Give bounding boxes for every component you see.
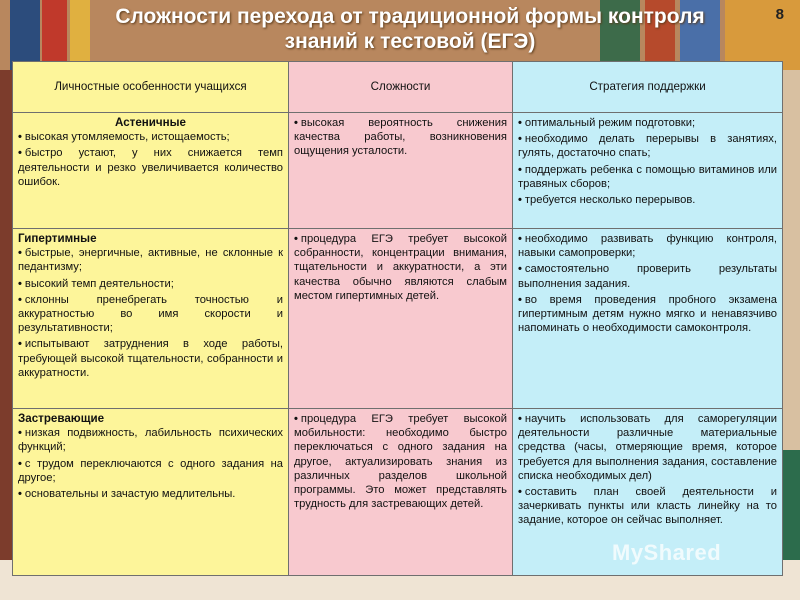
list-item: • процедура ЕГЭ требует высокой собранности, концентрации внимания, тщательности и аккуратности, а эти качества обычно являются слабым местом гипертимных детей. xyxy=(294,233,507,302)
list-item: • высокая утомляемость, истощаемость; xyxy=(18,131,230,144)
list-item: • самостоятельно проверить результаты выполнения задания. xyxy=(518,263,777,290)
difficulties-cell xyxy=(289,229,513,409)
list-item: • испытывают затруднения в ходе работы, требующей высокой тщательности, собранности и аккуратности. xyxy=(18,338,283,379)
list-item: • поддержать ребенка с помощью витаминов или травяных сборов; xyxy=(518,163,777,190)
page-number: 8 xyxy=(775,6,784,23)
list-item: • быстрые, энергичные, активные, не склонные к педантизму; xyxy=(18,247,283,274)
header-strategy: Стратегия поддержки xyxy=(513,62,783,113)
list-item: • оптимальный режим подготовки; xyxy=(518,117,696,129)
comparison-table xyxy=(12,61,783,576)
list-item: • научить использовать для саморегуляции деятельности различные материальные средства (часы, отмеряющие время, которое требуется для выполнения задания, составление списка необходимых дел) xyxy=(518,413,777,482)
list-item: • необходимо развивать функцию контроля, навыки самопроверки; xyxy=(518,233,777,260)
list-item: • с трудом переключаются с одного задания на другое; xyxy=(18,457,283,484)
list-item: • необходимо делать перерывы в занятиях, гулять, достаточно спать; xyxy=(518,133,777,160)
strategy-cell xyxy=(513,229,783,409)
list-item: • процедура ЕГЭ требует высокой мобильности: необходимо быстро переключаться с одного задания на другое, актуализировать знания из различных разделов школьной программы. Это может представлять трудность для застревающих детей. xyxy=(294,413,507,511)
list-item: • во время проведения пробного экзамена гипертимным детям нужно мягко и ненавязчиво напоминать о необходимости самоконтроля. xyxy=(518,293,777,335)
header-difficulties: Сложности xyxy=(289,62,513,113)
list-item: • высокий темп деятельности; xyxy=(18,277,174,290)
features-cell xyxy=(13,409,289,576)
difficulties-cell xyxy=(289,113,513,229)
group-label: Гипертимные xyxy=(18,232,97,245)
strategy-cell xyxy=(513,113,783,229)
header-features: Личностные особенности учащихся xyxy=(13,62,289,113)
list-item: • быстро устают, у них снижается темп деятельности и резко увеличивается количество ошибок. xyxy=(18,147,283,188)
list-item: • составить план своей деятельности и зачеркивать пункты или класть линейку на то задание, которое он сейчас выполняет. xyxy=(518,486,777,527)
difficulties-cell xyxy=(289,409,513,576)
group-label: Застревающие xyxy=(18,412,105,425)
list-item: • высокая вероятность снижения качества работы, возникновения ощущения усталости. xyxy=(294,117,507,158)
features-cell xyxy=(13,229,289,409)
list-item: • основательны и зачастую медлительны. xyxy=(18,488,236,501)
list-item: • склонны пренебрегать точностью и аккуратностью во имя скорости и результативности; xyxy=(18,293,283,335)
table-header-row xyxy=(13,62,783,113)
list-item: • низкая подвижность, лабильность психических функций; xyxy=(18,427,283,454)
table-row xyxy=(13,113,783,229)
group-label: Астеничные xyxy=(114,116,186,129)
watermark-logo: MyShared xyxy=(612,540,722,565)
table-row xyxy=(13,229,783,409)
features-cell xyxy=(13,113,289,229)
list-item: • требуется несколько перерывов. xyxy=(518,194,696,207)
page-title: Сложности перехода от традиционной формы контроля знаний к тестовой (ЕГЭ) xyxy=(115,5,705,53)
